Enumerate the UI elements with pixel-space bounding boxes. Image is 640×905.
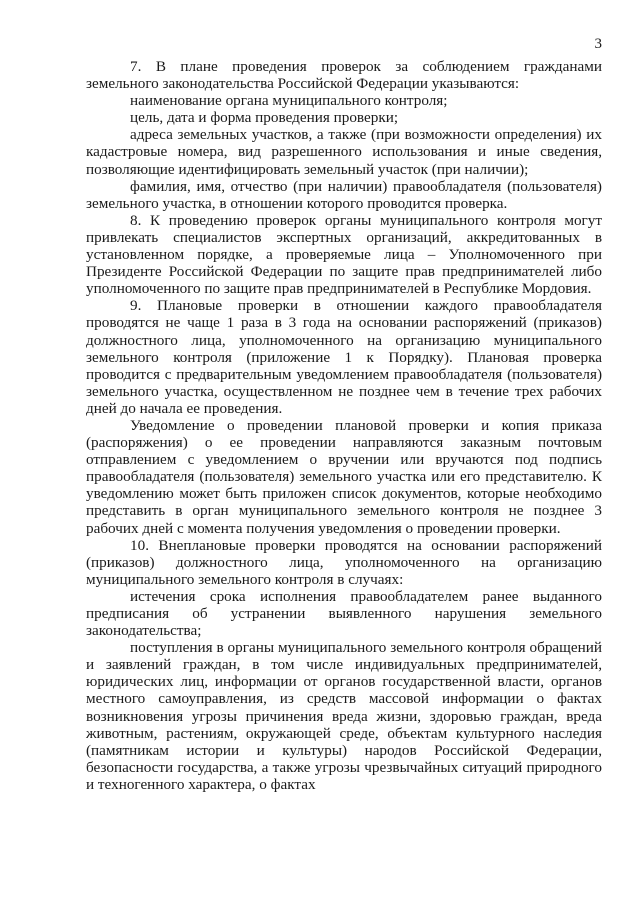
- list-item-complaints: поступления в органы муниципального земельного контроля обращений и заявлений граждан, в том числе индивидуальных предпринимателей, юридических лиц, информации от органов государственной власти, органов местного самоуправления, из средств массовой информации о фактах возникновения угрозы причинения вреда жизни, здоровью граждан, вреда животным, растениям, окружающей среде, объектам культурного наследия (памятникам истории и культуры) народов Российской Федерации, безопасности государства, а также угрозы чрезвычайных ситуаций природного и техногенного характера, о фактах: [86, 639, 602, 793]
- paragraph-9: 9. Плановые проверки в отношении каждого правообладателя проводятся не чаще 1 раза в 3 года на основании распоряжений (приказов) должностного лица, уполномоченного на организацию муниципального земельного контроля (приложение 1 к Порядку). Плановая проверка проводится с предварительным уведомлением правообладателя (пользователя) земельного участка, осуществленном не позднее чем в течение трех рабочих дней до начала ее проведения.: [86, 297, 602, 417]
- list-item-owner-name: фамилия, имя, отчество (при наличии) правообладателя (пользователя) земельного участка, в отношении которого проводится проверка.: [86, 177, 602, 212]
- paragraph-7: 7. В плане проведения проверок за соблюдением гражданами земельного законодательства Российской Федерации указываются:: [86, 58, 602, 93]
- list-item-purpose-date-form: цель, дата и форма проведения проверки;: [130, 109, 399, 127]
- list-item-deadline-expiry: истечения срока исполнения правообладателем ранее выданного предписания об устранении выявленного нарушения земельного законодательства;: [86, 587, 602, 640]
- list-item-authority-name: наименование органа муниципального контроля;: [130, 92, 448, 110]
- page-number: 3: [594, 36, 602, 52]
- paragraph-10: 10. Внеплановые проверки проводятся на основании распоряжений (приказов) должностного лица, уполномоченного на организацию муниципального земельного контроля в случаях:: [86, 536, 602, 588]
- list-item-addresses: адреса земельных участков, а также (при возможности определения) их кадастровые номера, вид разрешенного использования и иные сведения, позволяющие идентифицировать земельный участок (при наличии);: [86, 126, 602, 178]
- paragraph-8: 8. К проведению проверок органы муниципального контроля могут привлекать специалистов экспертных организаций, аккредитованных в установленном порядке, а проверяемые лица – Уполномоченного при Президенте Российской Федерации по защите прав предпринимателей либо уполномоченного по защите прав предпринимателей в Республике Мордовия.: [86, 211, 602, 298]
- paragraph-notification: Уведомление о проведении плановой проверки и копия приказа (распоряжения) о ее проведении направляются заказным почтовым отправлением с уведомлением о вручении или вручаются под подпись правообладателя (пользователя) земельного участка или его представителю. К уведомлению может быть приложен список документов, которые необходимо представить в орган муниципального земельного контроля не позднее 3 рабочих дней с момента получения уведомления о проведении проверки.: [86, 416, 602, 537]
- document-body: [86, 58, 602, 793]
